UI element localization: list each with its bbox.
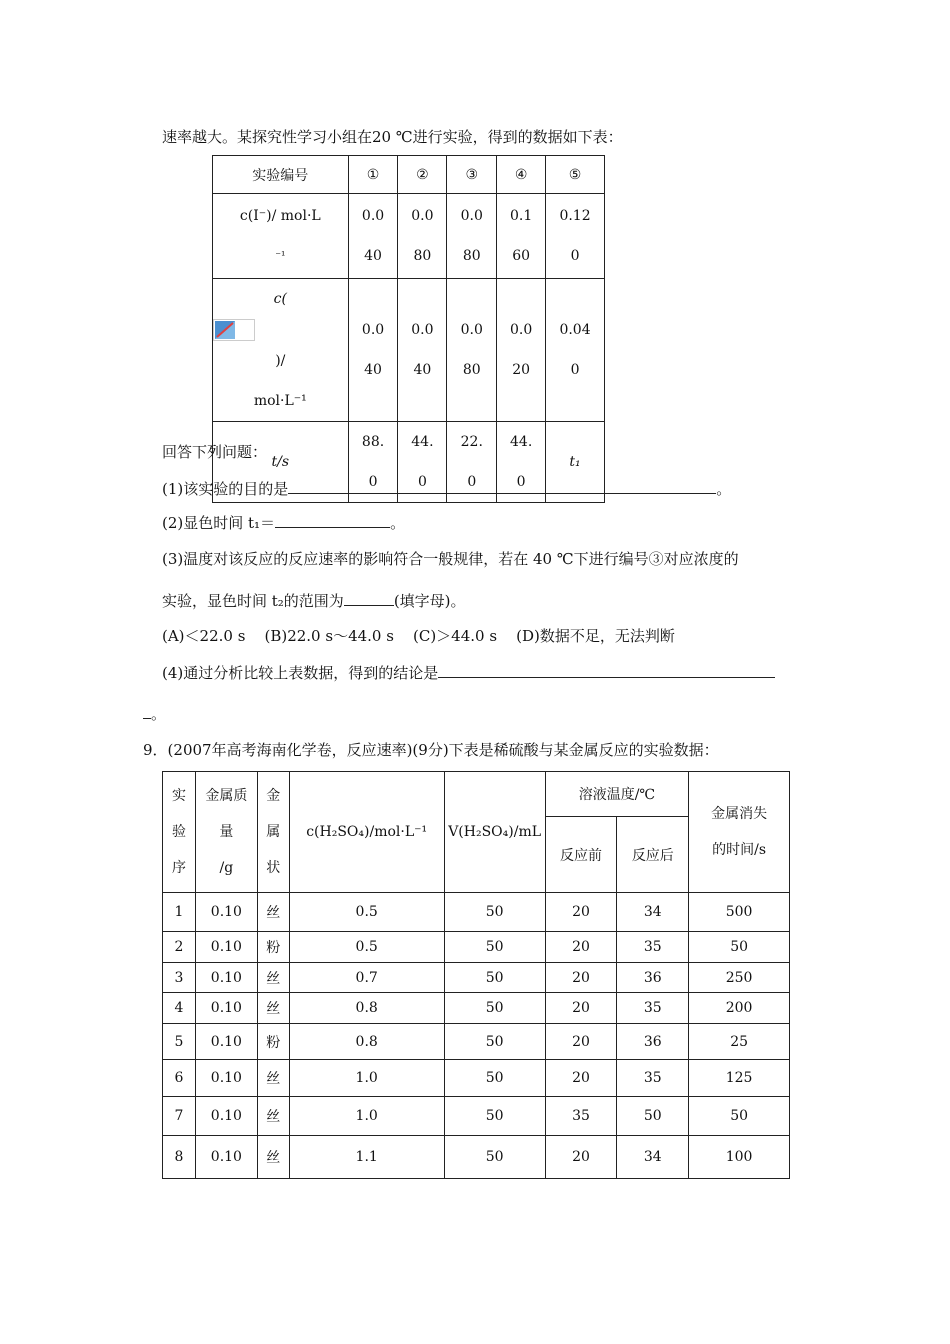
cell-text: 的时间/s: [712, 842, 767, 858]
table2-header-state: [257, 772, 289, 893]
table2-cell: 20: [545, 1136, 617, 1179]
cell-text: 0.04: [559, 322, 591, 338]
cell-text: ⁻¹: [275, 249, 286, 262]
cell-text: /g: [219, 860, 234, 876]
cell-text: 40: [364, 362, 382, 378]
table2-cell: 0.8: [289, 993, 444, 1024]
table2-cell: 20: [545, 993, 617, 1024]
table2-cell: 0.5: [289, 932, 444, 963]
table2-cell: 35: [617, 932, 689, 963]
table1-header-row: [213, 156, 605, 194]
table2-cell: 1: [163, 893, 196, 932]
cell-text: 0: [570, 362, 580, 378]
table2-cell: 200: [689, 993, 790, 1024]
table1-iodide-row: [213, 194, 605, 279]
table1-cell: [497, 279, 546, 422]
problem-9-title: 9．(2007年高考海南化学卷，反应速率)(9分)下表是稀硫酸与某金属反应的实验数据：: [143, 741, 719, 759]
cell-text: 0.0: [361, 322, 385, 338]
answer-blank-1[interactable]: [288, 478, 716, 494]
table2-cell: 50: [444, 993, 545, 1024]
cell-text: c(I⁻)/ mol·L: [239, 208, 321, 224]
cell-text: c( )/: [213, 279, 348, 381]
table2-cell: 50: [444, 1060, 545, 1097]
table2-cell: 20: [545, 893, 617, 932]
table2-header-row-1: [163, 772, 790, 817]
table1-cell: [398, 279, 447, 422]
cell-text: 44.: [411, 434, 434, 450]
experiment-table-2: [162, 771, 790, 1179]
table2-cell: 0.5: [289, 893, 444, 932]
cell-text: 0.0: [411, 208, 434, 224]
table2-cell: 丝: [257, 893, 289, 932]
table2-cell: 丝: [257, 993, 289, 1024]
question-3-line-2: 实验，显色时间 t₂的范围为 (填字母)。: [162, 592, 466, 610]
table2-cell: 丝: [257, 1136, 289, 1179]
table2-header-mass: [195, 772, 257, 893]
table1-exp-id: ①: [348, 156, 398, 194]
table2-cell: 丝: [257, 1060, 289, 1097]
table2-header-before: 反应前: [545, 817, 617, 893]
answer-blank-3[interactable]: [344, 590, 394, 606]
table2-cell: 2: [163, 932, 196, 963]
cell-text: 0: [368, 474, 378, 490]
cell-text: 80: [462, 248, 481, 264]
table1-cell: [546, 279, 605, 422]
cell-text: 金属消失: [711, 806, 768, 822]
table1-exp-id: ③: [447, 156, 497, 194]
intro-text: 速率越大。某探究性学习小组在20 ℃进行实验，得到的数据如下表：: [162, 128, 623, 146]
cell-text: 量: [219, 824, 234, 840]
table2-cell: 0.10: [195, 932, 257, 963]
table2-cell: 5: [163, 1024, 196, 1060]
cell-text: )/: [275, 353, 286, 369]
table2-cell: 0.10: [195, 1097, 257, 1136]
table2-cell: 粉: [257, 932, 289, 963]
table1-cell: [398, 194, 447, 279]
table2-cell: 500: [689, 893, 790, 932]
cell-text: 0: [467, 474, 477, 490]
table1-cell: [447, 279, 497, 422]
table2-cell: 50: [444, 932, 545, 963]
table2-cell: 50: [444, 1097, 545, 1136]
questions-heading: 回答下列问题：: [162, 443, 268, 461]
table2-cell: 0.10: [195, 1060, 257, 1097]
table2-cell: 35: [545, 1097, 617, 1136]
cell-text: 实: [171, 788, 186, 804]
table2-cell: 1.0: [289, 1097, 444, 1136]
experiment-table-1: [212, 155, 605, 503]
cell-text: 44.: [510, 434, 533, 450]
cell-text: 40: [413, 362, 432, 378]
table2-cell: 20: [545, 932, 617, 963]
question-1: (1)该实验的目的是 。: [162, 480, 732, 498]
table2-cell: 0.10: [195, 1136, 257, 1179]
table-row: [163, 1097, 790, 1136]
cell-text: 金属质: [205, 788, 248, 804]
cell-text: 22.: [460, 434, 483, 450]
table2-cell: 35: [617, 1060, 689, 1097]
cell-text: 80: [413, 248, 432, 264]
table2-cell: 20: [545, 1060, 617, 1097]
cell-text: 0: [417, 474, 427, 490]
cell-text: 金: [266, 788, 281, 804]
table2-cell: 粉: [257, 1024, 289, 1060]
table2-cell: 36: [617, 1024, 689, 1060]
table-row: [163, 1136, 790, 1179]
table2-cell: 0.8: [289, 1024, 444, 1060]
table2-cell: 50: [444, 893, 545, 932]
answer-blank-2[interactable]: [275, 512, 390, 528]
table2-cell: 3: [163, 963, 196, 993]
table2-cell: 1.1: [289, 1136, 444, 1179]
cell-text: 0.12: [559, 208, 591, 224]
table1-cell: t₁: [546, 422, 605, 503]
question-4: (4)通过分析比较上表数据，得到的结论是: [162, 662, 775, 683]
table2-cell: 0.10: [195, 1024, 257, 1060]
table2-cell: 20: [545, 963, 617, 993]
table-row: [163, 1024, 790, 1060]
cell-text: 20: [512, 362, 531, 378]
table1-header-label: 实验编号: [213, 156, 349, 194]
cell-text: 0.0: [460, 322, 483, 338]
table1-persulfate-row: [213, 279, 605, 422]
answer-blank-4-continuation[interactable]: [143, 703, 151, 719]
table2-header-time: [689, 772, 790, 893]
table1-cell: [546, 194, 605, 279]
table2-header-vol: V(H₂SO₄)/mL: [444, 772, 545, 893]
question-3-line-1: (3)温度对该反应的反应速率的影响符合一般规律，若在 40 ℃下进行编号③对应浓度的: [162, 550, 739, 568]
table2-cell: 7: [163, 1097, 196, 1136]
formula-image-icon: [213, 319, 255, 341]
cell-text: 40: [364, 248, 382, 264]
table2-cell: 丝: [257, 1097, 289, 1136]
table-row: [163, 1060, 790, 1097]
cell-text: 0.0: [460, 208, 483, 224]
table2-cell: 0.7: [289, 963, 444, 993]
table2-header-temp: 溶液温度/℃: [545, 772, 689, 817]
cell-text: 60: [512, 248, 531, 264]
cell-text: 验: [171, 824, 186, 840]
table-row: [163, 932, 790, 963]
table1-cell: [497, 194, 546, 279]
cell-text: 0.0: [411, 322, 434, 338]
table2-cell: 0.10: [195, 963, 257, 993]
table2-cell: 50: [444, 1136, 545, 1179]
cell-text: 0.0: [361, 208, 385, 224]
cell-text: 属: [266, 824, 281, 840]
table1-persulfate-label: [213, 279, 349, 422]
table-row: [163, 963, 790, 993]
cell-text: 80: [462, 362, 481, 378]
table1-iodide-label: [213, 194, 349, 279]
table1-exp-id: ⑤: [546, 156, 605, 194]
table2-header-after: 反应后: [617, 817, 689, 893]
table1-time-label: t/s: [213, 422, 349, 503]
cell-text: 0.1: [510, 208, 533, 224]
table2-cell: 50: [444, 1024, 545, 1060]
table2-header-seq: [163, 772, 196, 893]
table2-cell: 34: [617, 893, 689, 932]
table2-cell: 6: [163, 1060, 196, 1097]
table2-cell: 50: [444, 963, 545, 993]
table2-cell: 125: [689, 1060, 790, 1097]
table2-cell: 20: [545, 1024, 617, 1060]
table1-cell: [447, 194, 497, 279]
table-row: [163, 993, 790, 1024]
table1-exp-id: ④: [497, 156, 546, 194]
table2-cell: 25: [689, 1024, 790, 1060]
table2-cell: 250: [689, 963, 790, 993]
table1-cell: [348, 279, 398, 422]
cell-text: 序: [171, 860, 186, 876]
cell-text: 0.0: [510, 322, 533, 338]
table2-cell: 36: [617, 963, 689, 993]
table2-cell: 丝: [257, 963, 289, 993]
table2-cell: 50: [617, 1097, 689, 1136]
question-3-options: (A)＜22.0 s (B)22.0 s～44.0 s (C)＞44.0 s (D)数据不足，无法判断: [162, 627, 675, 645]
table2-cell: 50: [689, 1097, 790, 1136]
table2-header-conc: c(H₂SO₄)/mol·L⁻¹: [289, 772, 444, 893]
question-4-continuation: 。: [143, 703, 166, 724]
answer-blank-4[interactable]: [438, 662, 775, 678]
table2-cell: 35: [617, 993, 689, 1024]
question-2: (2)显色时间 t₁＝ 。: [162, 514, 406, 532]
table-row: [163, 893, 790, 932]
table2-cell: 100: [689, 1136, 790, 1179]
cell-text: 状: [266, 860, 281, 876]
table2-cell: 4: [163, 993, 196, 1024]
table2-cell: 34: [617, 1136, 689, 1179]
cell-text: 88.: [361, 434, 385, 450]
table2-cell: 0.10: [195, 893, 257, 932]
table1-cell: [348, 194, 398, 279]
table2-cell: 1.0: [289, 1060, 444, 1097]
cell-text: mol·L⁻¹: [253, 393, 307, 409]
table2-cell: 50: [689, 932, 790, 963]
table2-cell: 0.10: [195, 993, 257, 1024]
cell-text: 0: [516, 474, 526, 490]
cell-text: 0: [570, 248, 580, 264]
table2-cell: 8: [163, 1136, 196, 1179]
table1-exp-id: ②: [398, 156, 447, 194]
